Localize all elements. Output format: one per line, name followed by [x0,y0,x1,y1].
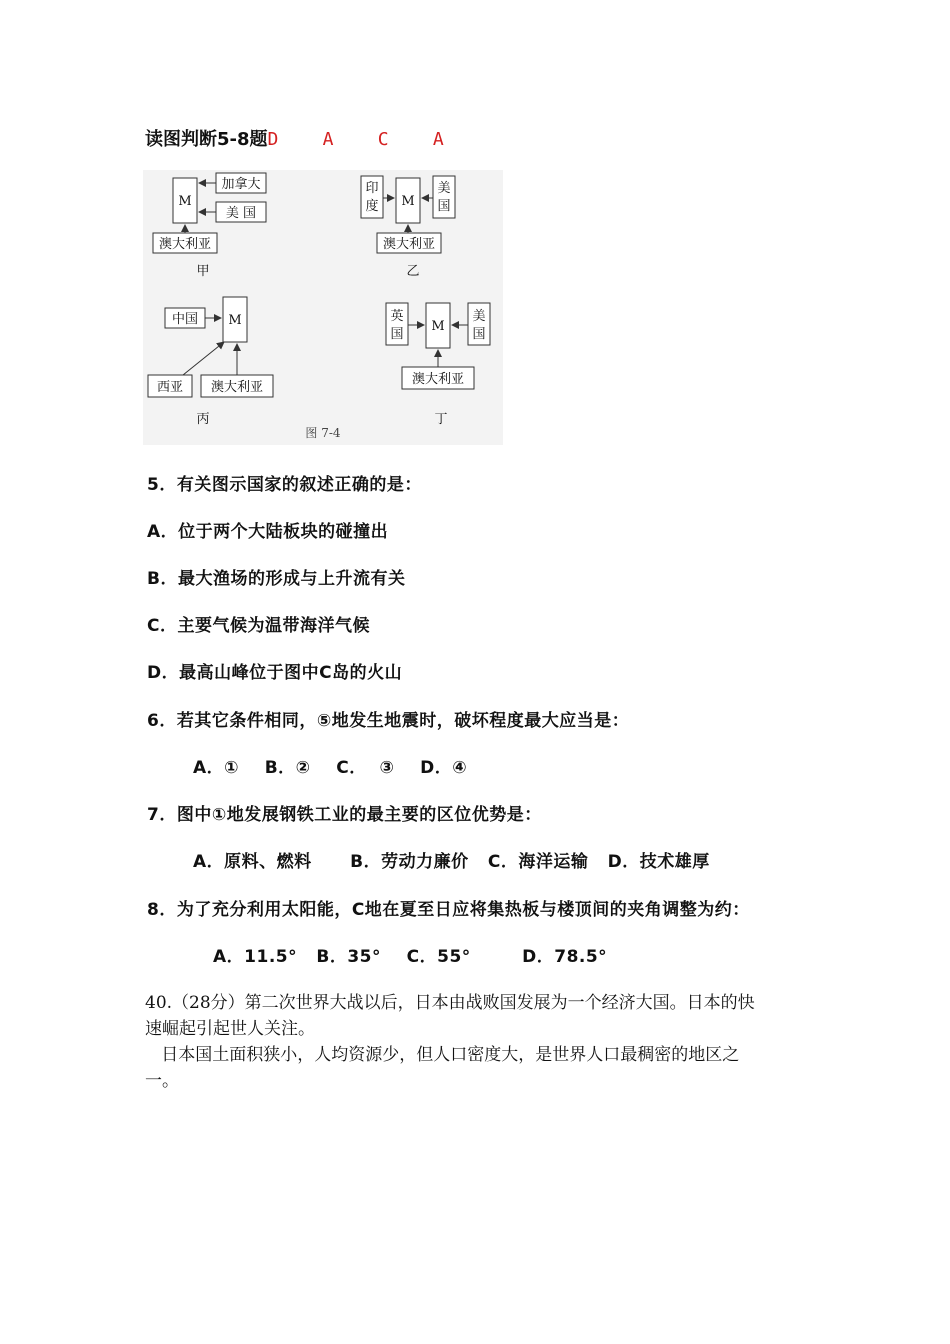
svg-text:美: 美 [437,181,451,196]
question-40 [145,990,815,1094]
panel-bing [148,297,273,427]
svg-text:国: 国 [390,327,404,342]
panel-jia-box-1: 加拿大 [221,177,261,192]
header-prompt: 读图判断5-8题 [145,129,268,150]
flow-diagram-figure [143,170,503,445]
question-40-line-2: 速崛起引起世人关注。 [145,1019,315,1039]
question-8-stem: 8．为了充分利用太阳能，C地在夏至日应将集热板与楼顶间的夹角调整为约： [147,900,750,920]
svg-text:英: 英 [390,309,404,324]
panel-ding [386,303,490,427]
answer-5: D [267,129,279,150]
question-40-line-3: 日本国土面积狭小，人均资源少，但人口密度大，是世界人口最稠密的地区之 [145,1045,740,1065]
answer-6: A [322,129,334,150]
question-6-stem: 6．若其它条件相同，⑤地发生地震时，破坏程度最大应当是： [147,711,630,731]
question-6-options: A．① B．② C． ③ D．④ [193,758,468,778]
panel-yi-box-3: 澳大利亚 [382,237,436,252]
svg-text:国: 国 [437,199,451,214]
panel-ding-box-3: 澳大利亚 [411,372,465,387]
answer-8: A [432,129,444,150]
panel-yi-label: 乙 [406,264,420,279]
panel-bing-center: M [228,313,242,328]
panel-yi-center: M [401,194,415,209]
panel-jia-box-3: 澳大利亚 [158,237,212,252]
question-7-stem: 7．图中①地发展钢铁工业的最主要的区位优势是： [147,805,542,825]
svg-text:印: 印 [365,181,379,196]
question-8-options: A．11.5° B．35° C．55° D．78.5° [213,947,608,967]
question-5-option-d: D．最高山峰位于图中C岛的火山 [147,663,403,683]
svg-text:度: 度 [365,199,379,214]
panel-jia [153,173,266,279]
svg-text:国: 国 [472,327,486,342]
answer-7: C [377,129,389,150]
flow-diagram-svg [143,170,503,445]
figure-caption: 图 7-4 [305,426,341,440]
panel-jia-center: M [178,194,192,209]
question-group-header [145,125,444,151]
question-40-line-1: 40.（28分）第二次世界大战以后，日本由战败国发展为一个经济大国。日本的快 [145,993,755,1013]
panel-bing-label: 丙 [196,412,210,427]
question-5-option-a: A．位于两个大陆板块的碰撞出 [147,522,389,542]
question-40-line-4: 一。 [145,1071,179,1091]
panel-jia-label: 甲 [196,264,210,279]
svg-text:美: 美 [472,309,486,324]
panel-ding-center: M [431,319,445,334]
question-7-options: A．原料、燃料 B．劳动力廉价 C．海洋运输 D．技术雄厚 [193,852,710,872]
question-5-option-c: C．主要气候为温带海洋气候 [147,616,370,636]
panel-bing-box-2: 西亚 [156,380,184,395]
question-5-stem: 5．有关图示国家的叙述正确的是： [147,475,422,495]
panel-bing-box-3: 澳大利亚 [210,380,264,395]
panel-ding-label: 丁 [434,412,448,427]
panel-jia-box-2: 美 国 [225,206,257,221]
question-5-option-b: B．最大渔场的形成与上升流有关 [147,569,406,589]
panel-yi [361,176,455,279]
panel-bing-box-1: 中国 [171,312,199,327]
